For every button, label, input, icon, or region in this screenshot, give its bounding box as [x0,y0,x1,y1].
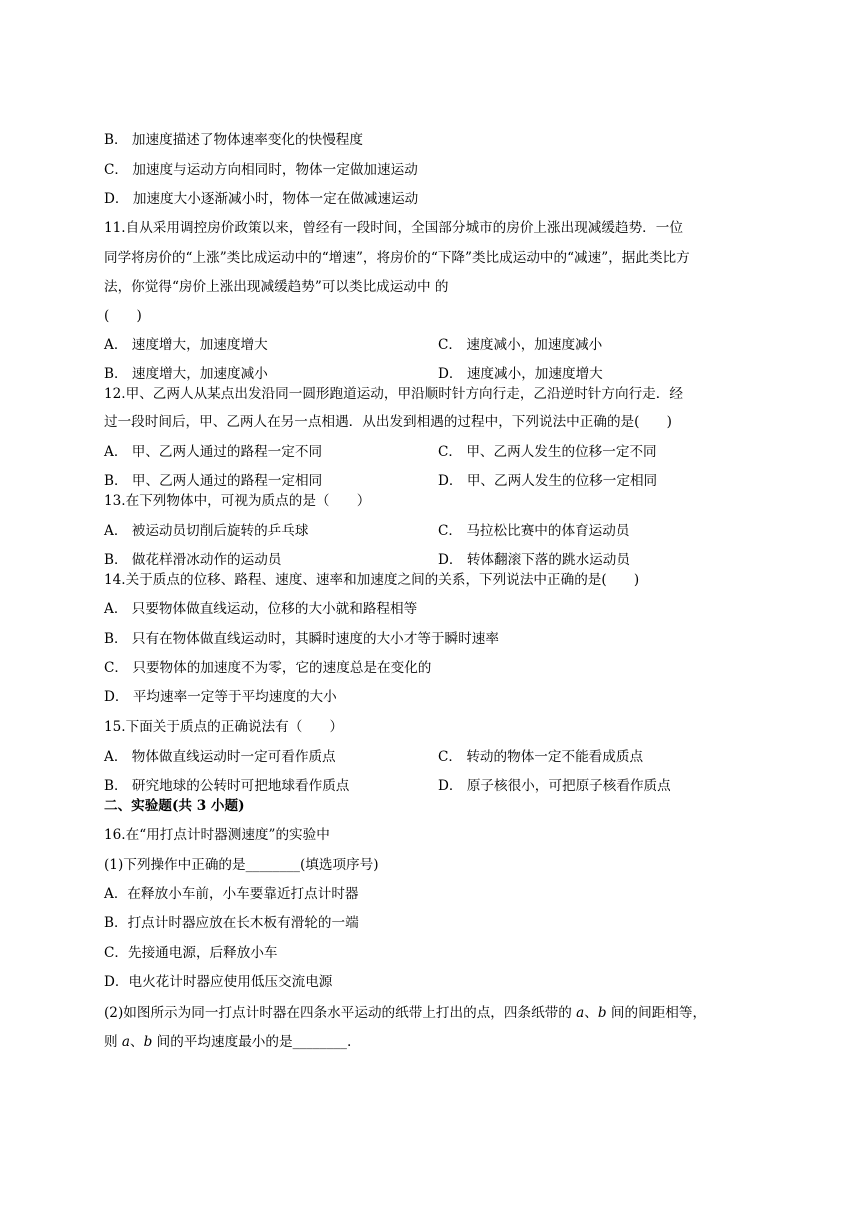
q11-option-d: D． 速度减小，加速度增大 [438,366,603,382]
q14-stem: 14.关于质点的位移、路程、速度、速率和加速度之间的关系，下列说法中正确的是( ) [104,572,640,588]
q16-var-a-2: a [121,1034,131,1050]
q16-stem: 16.在“用打点计时器测速度”的实验中 [104,827,330,843]
q10-option-d: D． 加速度大小逐渐减小时，物体一定在做减速运动 [104,191,419,207]
q11-option-a: A． 速度增大，加速度增大 [104,337,268,353]
q11-stem-line3: 法，你觉得“房价上涨出现减缓趋势”可以类比成运动中 的 [104,279,449,295]
q16-option-a: A．在释放小车前，小车要靠近打点计时器 [104,886,359,902]
q16-sub3-text-pre: 则 [104,1034,122,1050]
q11-answer-paren: ( ) [104,308,142,324]
q10-option-b: B． 加速度描述了物体速率变化的快慢程度 [104,132,363,148]
section-heading-experiments: 二、实验题(共 3 小题) [104,798,245,814]
q16-sub2-separator: 、 [584,1005,598,1021]
q16-var-b: b [597,1005,607,1021]
q10-option-c: C． 加速度与运动方向相同时，物体一定做加速运动 [104,162,418,178]
q12-option-a: A． 甲、乙两人通过的路程一定不同 [104,444,323,460]
q13-option-b: B． 做花样滑冰动作的运动员 [104,552,282,568]
q13-stem: 13.在下列物体中，可视为质点的是（ ） [104,493,371,509]
q14-option-b: B． 只有在物体做直线运动时，其瞬时速度的大小才等于瞬时速率 [104,631,499,647]
q12-stem-line2: 过一段时间后，甲、乙两人在另一点相遇．从出发到相遇的过程中，下列说法中正确的是( ) [104,414,672,430]
q16-option-d: D．电火花计时器应使用低压交流电源 [104,974,333,990]
q13-option-c: C． 马拉松比赛中的体育运动员 [438,523,630,539]
q12-option-c: C． 甲、乙两人发生的位移一定不同 [438,444,657,460]
q14-option-c: C． 只要物体的加速度不为零，它的速度总是在变化的 [104,660,432,676]
q12-stem-line1: 12.甲、乙两人从某点出发沿同一圆形跑道运动，甲沿顺时针方向行走，乙沿逆时针方向行走．经 [104,386,683,402]
q13-option-a: A． 被运动员切削后旋转的乒乓球 [104,523,309,539]
q15-option-d: D． 原子核很小，可把原子核看作质点 [438,778,671,794]
q16-option-c: C．先接通电源，后释放小车 [104,945,278,961]
q13-option-d: D． 转体翻滚下落的跳水运动员 [438,552,630,568]
q14-option-d: D． 平均速率一定等于平均速度的大小 [104,689,337,705]
q16-var-b-2: b [143,1034,153,1050]
q11-option-b: B． 速度增大，加速度减小 [104,366,268,382]
q12-option-d: D． 甲、乙两人发生的位移一定相同 [438,473,658,489]
q16-sub3-text-post: 间的平均速度最小的是________. [152,1034,352,1050]
q15-option-a: A． 物体做直线运动时一定可看作质点 [104,749,336,765]
q12-option-b: B． 甲、乙两人通过的路程一定相同 [104,473,323,489]
q16-option-b: B．打点计时器应放在长木板有滑轮的一端 [104,915,359,931]
q15-option-b: B． 研究地球的公转时可把地球看作质点 [104,778,350,794]
q16-sub3-separator: 、 [130,1034,144,1050]
q14-option-a: A． 只要物体做直线运动，位移的大小就和路程相等 [104,601,418,617]
q16-var-a: a [576,1005,585,1021]
q15-option-c: C． 转动的物体一定不能看成质点 [438,749,644,765]
q11-stem-line2: 同学将房价的“上涨”类比成运动中的“增速”，将房价的“下降”类比成运动中的“减速”，据此类比方 [104,250,690,266]
q11-stem-line1: 11.自从采用调控房价政策以来，曾经有一段时间，全国部分城市的房价上涨出现减缓趋势．一位 [104,220,683,236]
q11-option-c: C． 速度减小，加速度减小 [438,337,603,353]
q15-stem: 15.下面关于质点的正确说法有（ ） [104,719,344,735]
q16-sub2-line1 [104,1004,706,1022]
q16-sub1: (1)下列操作中正确的是________(填选项序号) [104,857,379,873]
q16-sub2-line2 [104,1033,351,1051]
q16-sub2-text-post: 间的间距相等， [606,1005,707,1021]
q16-sub2-text-pre: (2)如图所示为同一打点计时器在四条水平运动的纸带上打出的点，四条纸带的 [104,1005,577,1021]
